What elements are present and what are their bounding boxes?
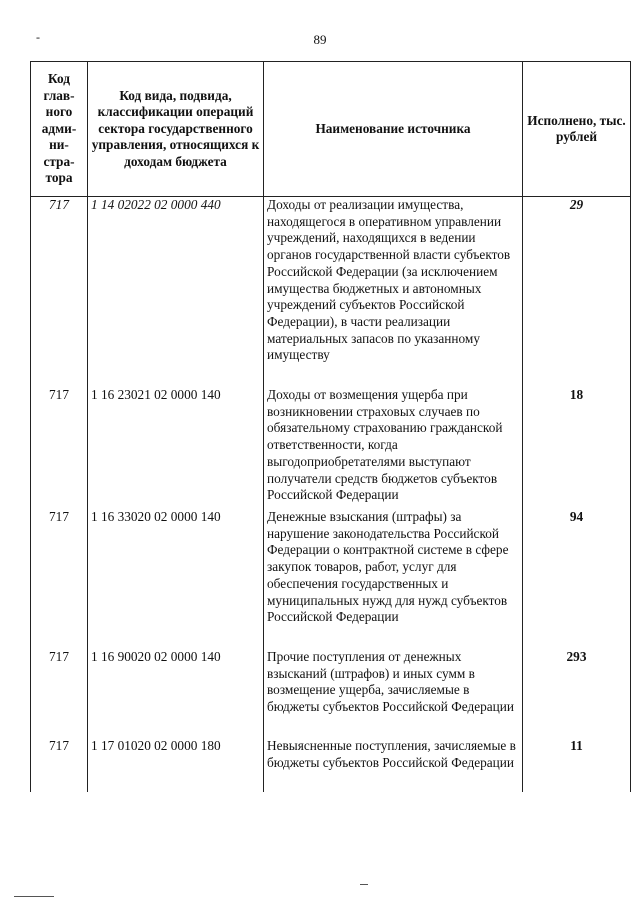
admin-code-cell: 717: [31, 738, 88, 792]
table-row: [31, 197, 631, 388]
admin-code-cell: 717: [31, 649, 88, 738]
table-row: [31, 387, 631, 509]
amount-cell: 94: [523, 509, 631, 649]
header-source-name: Наименование источника: [264, 62, 523, 197]
corner-mark: -: [36, 30, 40, 44]
revenue-table: [30, 61, 631, 792]
admin-code-cell: 717: [31, 197, 88, 388]
table-row: [31, 738, 631, 792]
admin-code-cell: 717: [31, 509, 88, 649]
header-admin-code: Код глав-ного адми-ни-стра-тора: [31, 62, 88, 197]
amount-cell: 18: [523, 387, 631, 509]
scan-artifact: [360, 884, 368, 885]
classification-code-cell: 1 16 33020 02 0000 140: [88, 509, 264, 649]
table-row: [31, 649, 631, 738]
scan-artifact: [14, 896, 54, 897]
header-executed: Исполнено, тыс. рублей: [523, 62, 631, 197]
table-row: [31, 509, 631, 649]
admin-code-cell: 717: [31, 387, 88, 509]
header-class-code: Код вида, подвида, классификации операций сектора государственного управления, относящихся к доходам бюджета: [88, 62, 264, 197]
table-header-row: [31, 62, 631, 197]
source-name-cell: Доходы от реализации имущества, находящегося в оперативном управлении учреждений, находящихся в ведении органов государственной власти субъектов Российской Федерации (за исключением имущества бюджетных и автономных учреждений субъектов Российской Федерации), в части реализации материальных запасов по указанному имуществу: [264, 197, 523, 388]
source-name-cell: Доходы от возмещения ущерба при возникновении страховых случаев по обязательному страхованию гражданской ответственности, когда выгодоприобретателями выступают получатели средств бюджетов субъектов Российской Федерации: [264, 387, 523, 509]
classification-code-cell: 1 16 23021 02 0000 140: [88, 387, 264, 509]
page-number: 89: [313, 32, 327, 47]
classification-code-cell: 1 16 90020 02 0000 140: [88, 649, 264, 738]
source-name-cell: Денежные взыскания (штрафы) за нарушение законодательства Российской Федерации о контрактной системе в сфере закупок товаров, работ, услуг для обеспечения государственных и муниципальных нужд для нужд субъектов Российской Федерации: [264, 509, 523, 649]
amount-cell: 29: [523, 197, 631, 388]
classification-code-cell: 1 17 01020 02 0000 180: [88, 738, 264, 792]
amount-cell: 11: [523, 738, 631, 792]
source-name-cell: Невыясненные поступления, зачисляемые в бюджеты субъектов Российской Федерации: [264, 738, 523, 792]
classification-code-cell: 1 14 02022 02 0000 440: [88, 197, 264, 388]
amount-cell: 293: [523, 649, 631, 738]
source-name-cell: Прочие поступления от денежных взысканий (штрафов) и иных сумм в возмещение ущерба, зачисляемые в бюджеты субъектов Российской Федерации: [264, 649, 523, 738]
